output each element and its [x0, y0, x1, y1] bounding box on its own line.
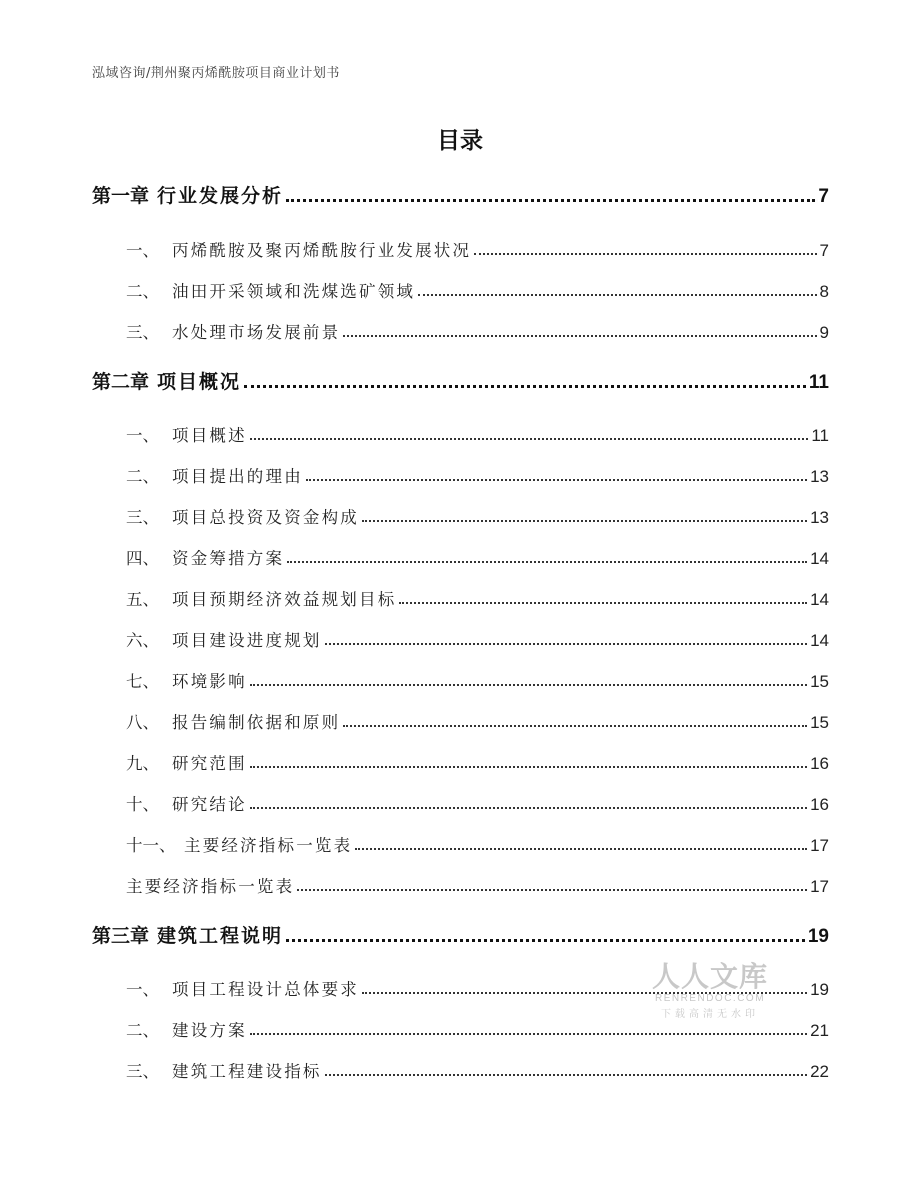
toc-page-number: 14 — [810, 631, 829, 650]
toc-page-number: 17 — [810, 836, 829, 855]
toc-leader-dots — [250, 765, 807, 768]
toc-leader-dots — [250, 1032, 807, 1035]
toc-section[interactable] — [92, 744, 829, 774]
toc-number: 第二章 — [92, 371, 150, 393]
toc-title: 行业发展分析 — [157, 185, 284, 207]
toc-title: 建筑工程建设指标 — [172, 1062, 322, 1081]
toc-leader-dots — [325, 642, 807, 645]
toc-leader-dots — [474, 252, 816, 255]
toc-leader-dots — [343, 724, 807, 727]
toc-page-number: 15 — [810, 713, 829, 732]
toc-page-number: 9 — [819, 323, 829, 342]
toc-page-number: 14 — [810, 549, 829, 568]
toc-leader-dots — [287, 560, 807, 563]
watermark-logo-text: 人人文库 — [651, 960, 768, 993]
toc-section[interactable] — [92, 457, 829, 487]
toc-number: 一、 — [126, 241, 159, 260]
watermark-url: RENRENDOC.COM — [654, 993, 766, 1004]
toc-page-number: 8 — [819, 282, 829, 301]
toc-title: 建筑工程说明 — [157, 925, 284, 947]
toc-page-number: 16 — [810, 795, 829, 814]
toc-page-number: 15 — [810, 672, 829, 691]
toc-title: 项目预期经济效益规划目标 — [172, 590, 397, 609]
toc-number: 五、 — [126, 590, 159, 609]
toc-number: 三、 — [126, 508, 159, 527]
toc-section[interactable] — [92, 539, 829, 569]
toc-section[interactable] — [92, 785, 829, 815]
toc-leader-dots — [325, 1073, 807, 1076]
toc-title: 报告编制依据和原则 — [172, 713, 341, 732]
toc-page-number: 11 — [808, 372, 829, 393]
toc-title: 资金筹措方案 — [172, 549, 285, 568]
toc-number: 第三章 — [92, 925, 150, 947]
toc-leader-dots — [399, 601, 807, 604]
toc-title: 主要经济指标一览表 — [184, 836, 353, 855]
toc-section[interactable] — [92, 703, 829, 733]
toc-title: 环境影响 — [172, 672, 247, 691]
toc-page-number: 11 — [811, 426, 829, 445]
toc-section[interactable] — [92, 662, 829, 692]
toc-number: 三、 — [126, 323, 159, 342]
toc-page-number: 14 — [810, 590, 829, 609]
toc-page-number: 19 — [807, 926, 829, 947]
toc-leader-dots — [343, 334, 816, 337]
toc-number: 三、 — [126, 1062, 159, 1081]
toc-leader-dots — [244, 384, 806, 388]
toc-chapter-1[interactable] — [92, 178, 829, 208]
toc-section[interactable] — [92, 826, 829, 856]
toc-leader-dots — [297, 888, 807, 891]
toc-number: 二、 — [126, 1021, 159, 1040]
toc-page-number: 7 — [818, 186, 829, 207]
toc-title: 项目工程设计总体要求 — [172, 980, 359, 999]
toc-title: 研究范围 — [172, 754, 247, 773]
toc-page-number: 13 — [810, 467, 829, 486]
toc-number: 八、 — [126, 713, 159, 732]
toc-number: 十、 — [126, 795, 159, 814]
toc-chapter-2[interactable] — [92, 364, 829, 394]
toc-number: 二、 — [126, 282, 159, 301]
toc-title: 丙烯酰胺及聚丙烯酰胺行业发展状况 — [172, 241, 472, 260]
toc-number: 一、 — [126, 980, 159, 999]
toc-page-number: 13 — [810, 508, 829, 527]
toc-leader-dots — [362, 519, 807, 522]
page-title: 目录 — [437, 128, 483, 154]
toc-leader-dots — [418, 293, 816, 296]
toc-page-number: 16 — [810, 754, 829, 773]
toc-page-number: 17 — [810, 877, 829, 896]
toc-leader-dots — [286, 938, 805, 942]
running-header: 泓域咨询/荆州聚丙烯酰胺项目商业计划书 — [92, 66, 340, 81]
toc-title: 研究结论 — [172, 795, 247, 814]
toc-page-number: 19 — [810, 980, 829, 999]
toc-number: 四、 — [126, 549, 159, 568]
toc-leader-dots — [306, 478, 807, 481]
toc-section[interactable] — [92, 313, 829, 343]
toc-section[interactable] — [92, 416, 829, 446]
toc-section[interactable] — [92, 970, 829, 1000]
toc-leader-dots — [286, 198, 815, 202]
toc-page-number: 22 — [810, 1062, 829, 1081]
toc-section[interactable] — [92, 498, 829, 528]
toc-leader-dots — [250, 437, 809, 440]
watermark-tagline: 下载高清无水印 — [661, 1009, 759, 1020]
toc-page-number: 7 — [819, 241, 829, 260]
toc-title: 项目建设进度规划 — [172, 631, 322, 650]
toc-leader-dots — [362, 991, 807, 994]
toc-page-number: 21 — [810, 1021, 829, 1040]
toc-number: 一、 — [126, 426, 159, 445]
toc-title: 项目提出的理由 — [172, 467, 303, 486]
toc-number: 二、 — [126, 467, 159, 486]
toc-number: 第一章 — [92, 185, 150, 207]
toc-section[interactable] — [92, 867, 829, 897]
toc-section[interactable] — [92, 621, 829, 651]
toc-leader-dots — [355, 847, 807, 850]
toc-number: 十一、 — [126, 836, 176, 855]
toc-chapter-3[interactable] — [92, 918, 829, 948]
toc-number: 六、 — [126, 631, 159, 650]
toc-title: 主要经济指标一览表 — [126, 877, 295, 896]
toc-section[interactable] — [92, 272, 829, 302]
toc-leader-dots — [250, 683, 807, 686]
toc-section[interactable] — [92, 231, 829, 261]
toc-title: 水处理市场发展前景 — [172, 323, 341, 342]
toc-title: 建设方案 — [172, 1021, 247, 1040]
toc-title: 油田开采领域和洗煤选矿领域 — [172, 282, 416, 301]
toc-leader-dots — [250, 806, 807, 809]
toc-number: 七、 — [126, 672, 159, 691]
toc-section[interactable] — [92, 1011, 829, 1041]
toc-title: 项目总投资及资金构成 — [172, 508, 359, 527]
toc-number: 九、 — [126, 754, 159, 773]
toc-section[interactable] — [92, 580, 829, 610]
toc-section[interactable] — [92, 1052, 829, 1082]
toc-title: 项目概述 — [172, 426, 247, 445]
toc-title: 项目概况 — [157, 371, 242, 393]
